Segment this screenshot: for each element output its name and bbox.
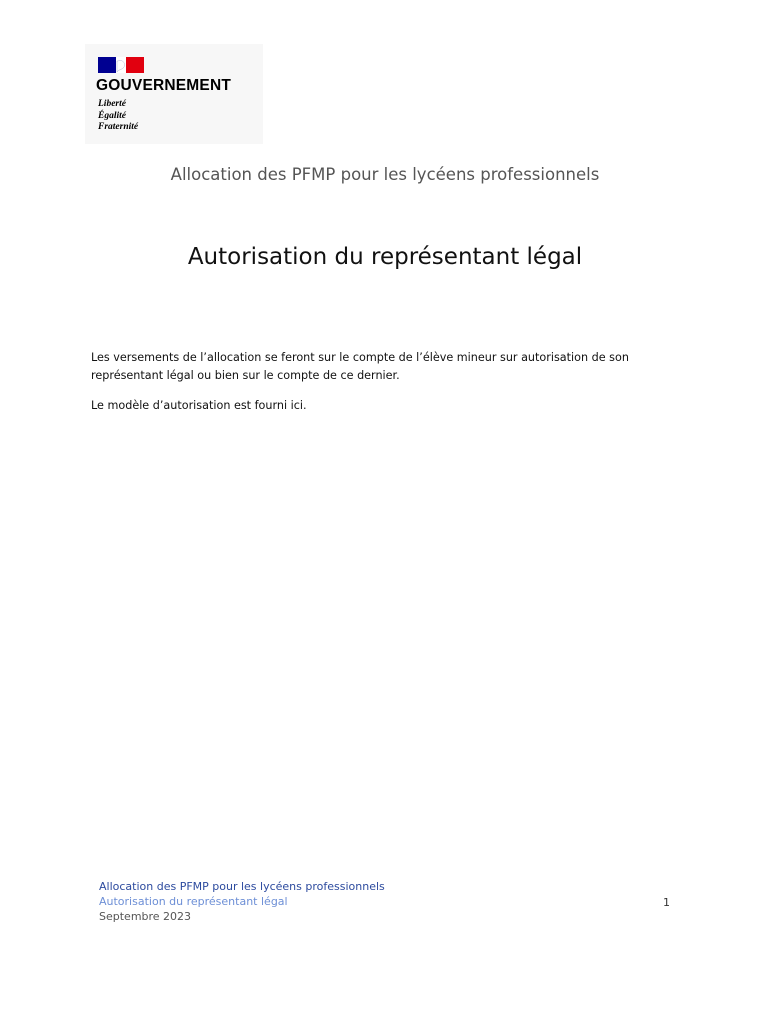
- marianne-flag-icon: [98, 57, 144, 73]
- motto-egalite: Égalité: [98, 110, 126, 121]
- motto-fraternite: Fraternité: [98, 122, 139, 132]
- body-paragraph: Le modèle d’autorisation est fourni ici.: [91, 399, 307, 412]
- republic-motto: [98, 99, 138, 134]
- government-wordmark: GOUVERNEMENT: [96, 77, 232, 94]
- footer-line-document: Autorisation du représentant légal: [99, 895, 288, 908]
- footer-line-date: Septembre 2023: [99, 910, 192, 923]
- footer-line-program: Allocation des PFMP pour les lycéens professionnels: [99, 880, 385, 893]
- page-number: 1: [663, 896, 670, 909]
- document-title: Autorisation du représentant légal: [187, 244, 583, 270]
- government-logo: [85, 44, 263, 144]
- body-paragraph: Les versements de l’allocation se feront sur le compte de l’élève mineur sur autorisation de son représentant légal ou bien sur le compte de ce dernier.: [91, 351, 629, 382]
- motto-liberte: Liberté: [98, 99, 126, 109]
- document-body: [91, 349, 661, 427]
- document-subtitle: Allocation des PFMP pour les lycéens professionnels: [170, 165, 600, 184]
- page-footer: [99, 879, 679, 924]
